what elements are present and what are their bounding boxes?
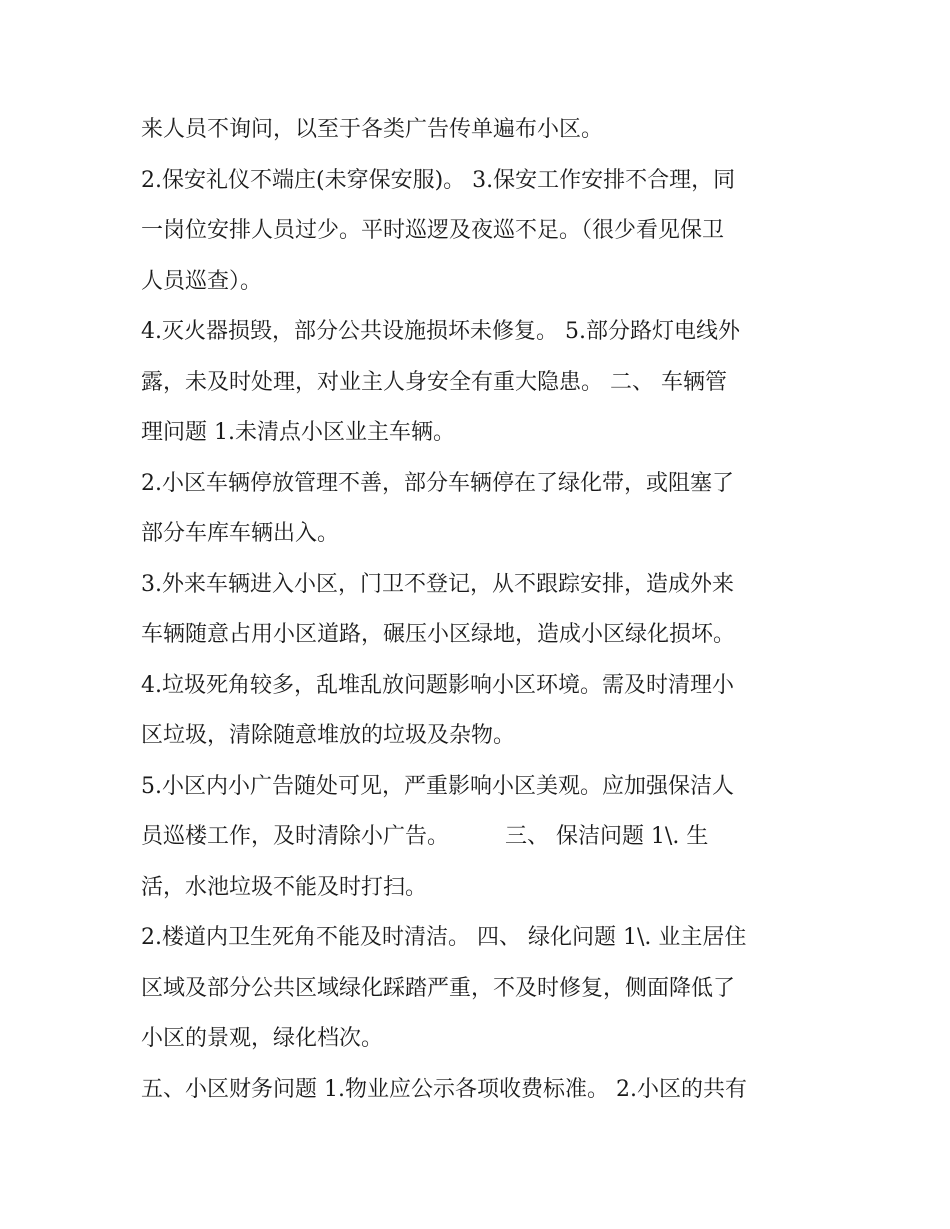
text-line-17: 2.楼道内卫生死角不能及时清洁。 四、 绿化问题 1\. 业主居住	[141, 925, 747, 950]
text-line-7: 理问题 1.未清点小区业主车辆。	[141, 420, 455, 445]
text-line-9: 部分车库车辆出入。	[141, 521, 340, 546]
text-line-16: 活，水池垃圾不能及时打扫。	[141, 874, 428, 900]
text-line-12: 4.垃圾死角较多，乱堆乱放问题影响小区环境。需及时清理小	[141, 672, 734, 698]
text-line-6: 露，未及时处理，对业主人身安全有重大隐患。 二、 车辆管	[141, 369, 727, 395]
text-line-3: 一岗位安排人员过少。平时巡逻及夜巡不足。（很少看见保卫	[141, 218, 725, 243]
text-line-8: 2.小区车辆停放管理不善，部分车辆停在了绿化带，或阻塞了	[141, 470, 734, 496]
text-line-1: 来人员不询问，以至于各类广告传单遍布小区。	[141, 117, 604, 142]
text-line-20: 五、小区财务问题 1.物业应公示各项收费标准。 2.小区的共有	[141, 1076, 747, 1102]
text-line-4: 人员巡查）。	[141, 268, 263, 294]
text-line-13: 区垃圾，清除随意堆放的垃圾及杂物。	[141, 723, 516, 748]
text-line-2: 2.保安礼仪不端庄(未穿保安服)。 3.保安工作安排不合理，同	[141, 167, 736, 193]
body-text	[141, 105, 821, 1115]
text-line-19: 小区的景观，绿化档次。	[141, 1026, 384, 1051]
text-line-10: 3.外来车辆进入小区，门卫不登记，从不跟踪安排，造成外来	[141, 571, 734, 597]
text-line-5: 4.灭火器损毁，部分公共设施损坏未修复。 5.部分路灯电线外	[141, 319, 740, 344]
text-line-14: 5.小区内小广告随处可见，严重影响小区美观。应加强保洁人	[141, 773, 734, 799]
text-line-18: 区域及部分公共区域绿化踩踏严重，不及时修复，侧面降低了	[141, 975, 736, 1001]
text-line-11: 车辆随意占用小区道路，碾压小区绿地，造成小区绿化损坏。	[141, 622, 736, 647]
text-line-15: 员巡楼工作，及时清除小广告。 三、 保洁问题 1\. 生	[141, 824, 709, 849]
